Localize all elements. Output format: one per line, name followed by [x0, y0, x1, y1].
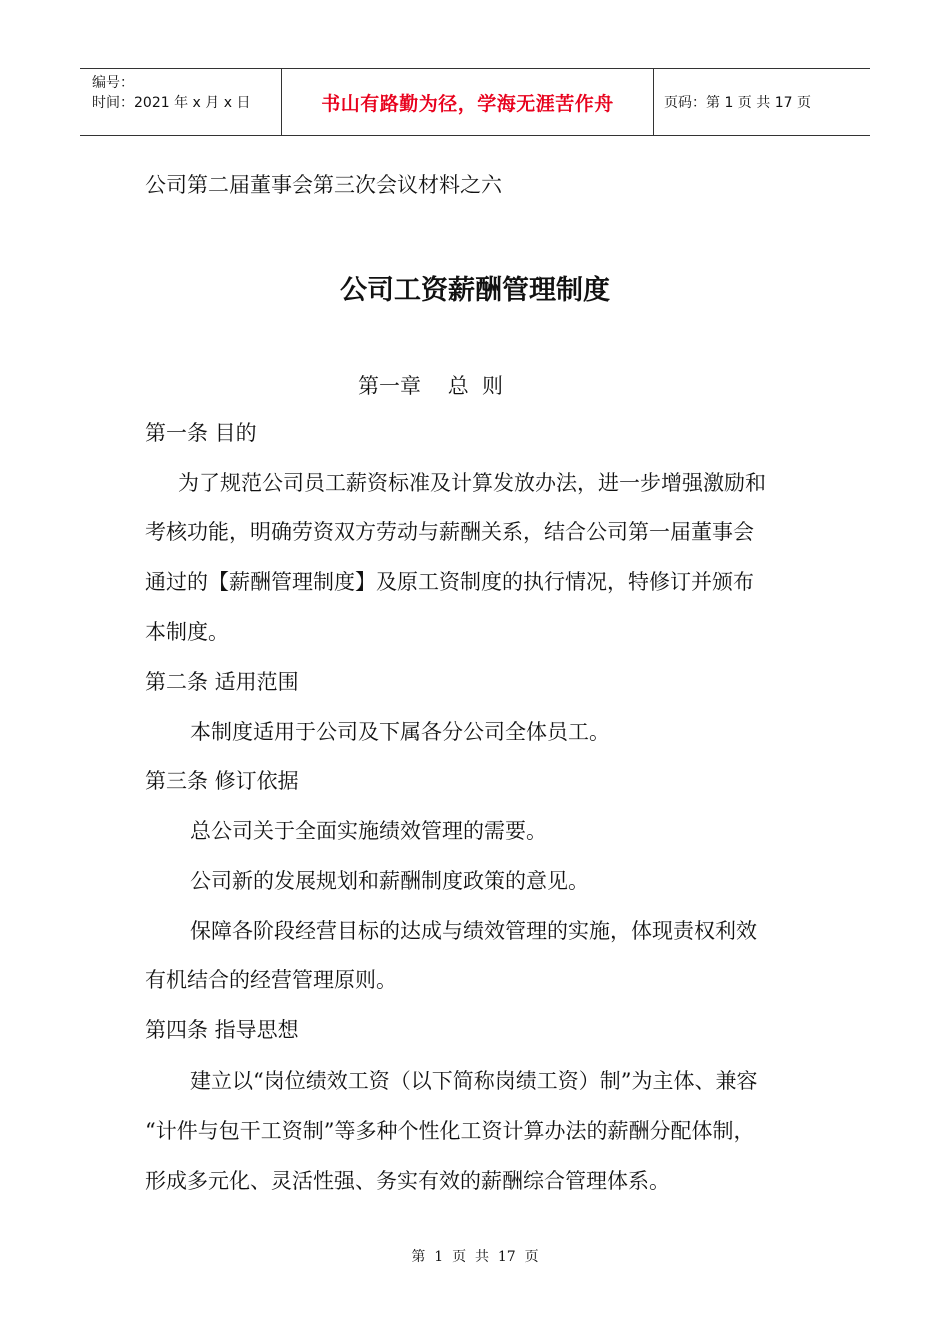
article-4-paragraph-line: 建立以“岗位绩效工资（以下简称岗绩工资）制”为主体、兼容: [190, 1069, 758, 1093]
page-footer: 第 1 页 共 17 页: [411, 1249, 539, 1265]
time-label: 时间：2021 年 x 月 x 日: [92, 95, 251, 111]
article-1-paragraph-line: 通过的【薪酬管理制度】及原工资制度的执行情况，特修订并颁布: [145, 570, 754, 594]
number-label: 编号：: [92, 75, 134, 91]
header-slogan: 书山有路勤为径，学海无涯苦作舟: [282, 69, 654, 135]
header-page-info: 页码：第 1 页 共 17 页: [664, 95, 811, 111]
article-4-paragraph-line: “计件与包干工资制”等多种个性化工资计算办法的薪酬分配体制，: [145, 1119, 755, 1143]
article-1-heading: 第一条 目的: [145, 421, 257, 445]
article-1-paragraph-line: 为了规范公司员工薪资标准及计算发放办法，进一步增强激励和: [178, 471, 766, 495]
chapter-heading: 第一章 总 则: [358, 374, 504, 398]
article-3-heading: 第三条 修订依据: [145, 769, 299, 793]
article-3-paragraph: 公司新的发展规划和薪酬制度政策的意见。: [190, 869, 589, 893]
article-4-paragraph-line: 形成多元化、灵活性强、务实有效的薪酬综合管理体系。: [145, 1169, 670, 1193]
article-2-paragraph: 本制度适用于公司及下属各分公司全体员工。: [190, 720, 610, 744]
document-header: [80, 68, 870, 136]
article-1-paragraph-line: 考核功能，明确劳资双方劳动与薪酬关系，结合公司第一届董事会: [145, 520, 754, 544]
doc-subtitle: 公司第二届董事会第三次会议材料之六: [145, 173, 502, 197]
article-4-heading: 第四条 指导思想: [145, 1018, 299, 1042]
article-2-heading: 第二条 适用范围: [145, 670, 299, 694]
article-3-paragraph-line: 保障各阶段经营目标的达成与绩效管理的实施，体现责权利效: [190, 919, 757, 943]
article-3-paragraph: 总公司关于全面实施绩效管理的需要。: [190, 819, 547, 843]
article-3-paragraph-line: 有机结合的经营管理原则。: [145, 968, 397, 992]
doc-title: 公司工资薪酬管理制度: [340, 275, 610, 306]
article-1-paragraph-line: 本制度。: [145, 620, 229, 644]
header-meta-cell: [80, 69, 282, 135]
